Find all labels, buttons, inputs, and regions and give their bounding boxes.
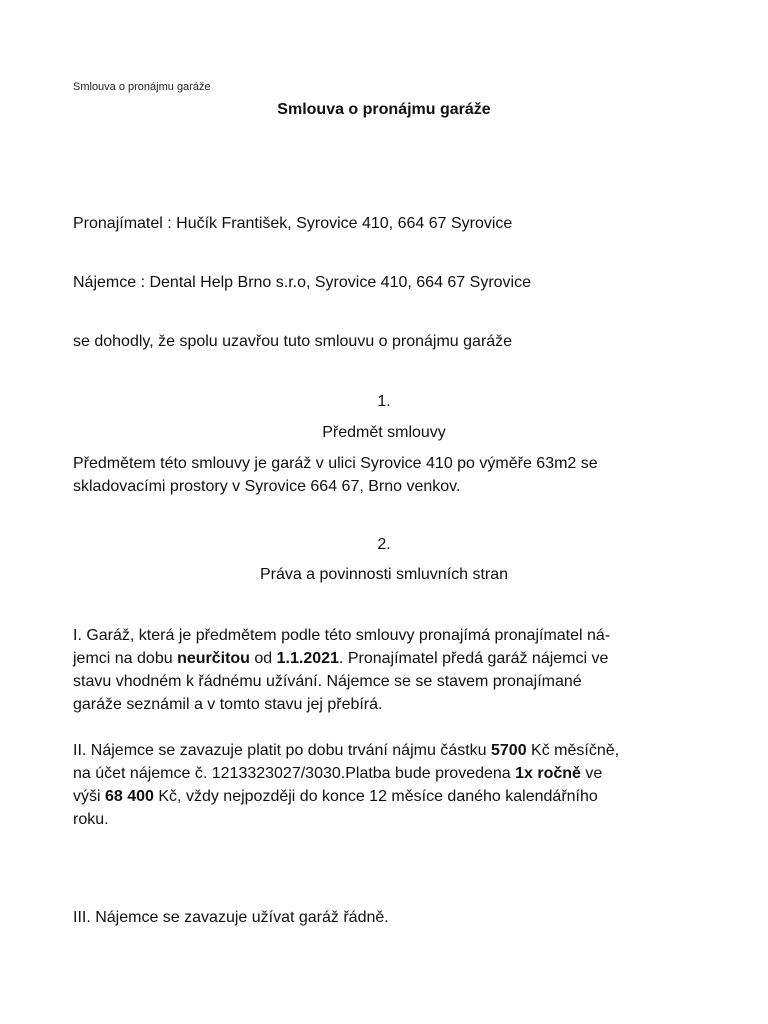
lessor-line: Pronajímatel : Hučík František, Syrovice 410, 664 67 Syrovice [73, 215, 513, 232]
clause-2-line-2: na účet nájemce č. 1213323027/3030.Platba bude provedena 1x ročně ve [73, 765, 603, 782]
clause-2-paragraph [73, 739, 713, 831]
clause-2-line-4: roku. [73, 811, 109, 828]
running-header: Smlouva o pronájmu garáže [73, 81, 211, 93]
section-1-line-1: Předmětem této smlouvy je garáž v ulici Syrovice 410 po výměře 63m2 se [73, 455, 598, 472]
term-emphasis: neurčitou [177, 650, 250, 667]
clause-1-paragraph [73, 624, 713, 716]
lessee-line: Nájemce : Dental Help Brno s.r.o, Syrovice 410, 664 67 Syrovice [73, 274, 531, 291]
section-1-heading: Předmět smlouvy [322, 424, 446, 441]
clause-1-line-1: I. Garáž, která je předmětem podle této smlouvy pronajímá pronajímatel ná- [73, 627, 611, 644]
section-2-heading: Práva a povinnosti smluvních stran [259, 566, 509, 583]
payment-frequency-emphasis: 1x ročně [515, 765, 581, 782]
clause-1-line-2: jemci na dobu neurčitou od 1.1.2021. Pronajímatel předá garáž nájemci ve [73, 650, 609, 667]
section-1-line-2: skladovacími prostory v Syrovice 664 67, Brno venkov. [73, 478, 461, 495]
section-1-number: 1. [377, 393, 391, 410]
section-2-number: 2. [377, 536, 391, 553]
clause-2-line-1: II. Nájemce se zavazuje platit po dobu trvání nájmu částku 5700 Kč měsíčně, [73, 742, 620, 759]
clause-1-line-3: stavu vhodném k řádnému užívání. Nájemce se se stavem pronajímané [73, 673, 582, 690]
document-title: Smlouva o pronájmu garáže [277, 101, 491, 118]
clause-3-line: III. Nájemce se zavazuje užívat garáž řádně. [73, 909, 389, 926]
section-1-paragraph [73, 452, 713, 498]
monthly-amount-emphasis: 5700 [491, 742, 527, 759]
start-date-emphasis: 1.1.2021 [276, 650, 339, 667]
annual-amount-emphasis: 68 400 [105, 788, 154, 805]
clause-2-line-3: výši 68 400 Kč, vždy nejpozději do konce 12 měsíce daného kalendářního [73, 788, 598, 805]
clause-1-line-4: garáže seznámil a v tomto stavu jej přebírá. [73, 696, 383, 713]
agreement-line: se dohodly, že spolu uzavřou tuto smlouvu o pronájmu garáže [73, 333, 513, 350]
